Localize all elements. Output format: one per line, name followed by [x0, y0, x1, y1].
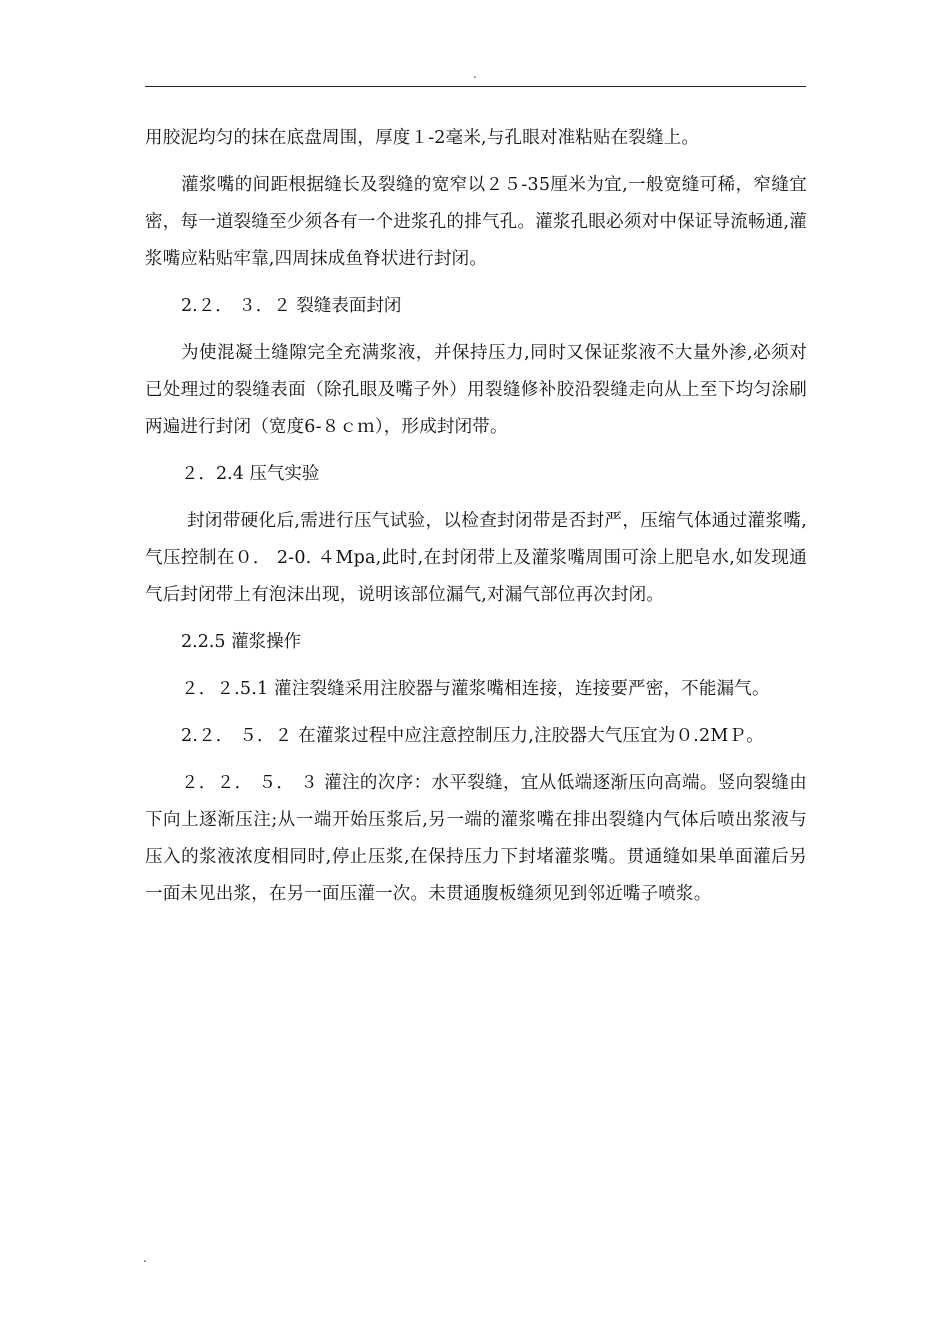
spacer — [145, 708, 807, 718]
footer-mark: . — [143, 1251, 147, 1265]
spacer — [145, 661, 807, 671]
section-heading-grouting: 2.2.5 灌浆操作 — [181, 632, 302, 652]
spacer — [145, 755, 807, 765]
paragraph-surface-seal: 为使混凝土缝隙完全充满浆液，并保持压力,同时又保证浆液不大量外渗,必须对已处理过的裂缝表面（除孔眼及嘴子外）用裂缝修补胶沿裂缝走向从上至下均匀涂刷两遍进行封闭（宽度6-８ｃｍ），形成封闭带。 — [145, 343, 807, 437]
spacer — [145, 278, 807, 288]
spacer — [145, 446, 807, 456]
spacer — [145, 325, 807, 335]
spacer — [145, 614, 807, 624]
spacer — [145, 157, 807, 167]
document-body — [145, 120, 807, 913]
header-mark: . — [473, 67, 477, 81]
page-header — [145, 66, 806, 87]
paragraph-grouting-pressure: 2.２． ５．２ 在灌浆过程中应注意控制压力,注胶器大气压宜为０.2MＰ。 — [181, 726, 764, 746]
paragraph-grouting-connection: ２．２.5.1 灌注裂缝采用注胶器与灌浆嘴相连接，连接要严密，不能漏气。 — [181, 679, 770, 699]
paragraph-grouting-order: ２．２． ５． ３ 灌注的次序：水平裂缝，宜从低端逐渐压向高端。竖向裂缝由下向上逐渐压注;从一端开始压浆后,另一端的灌浆嘴在排出裂缝内气体后喷出浆液与压入的浆液浓度相同时,停止压浆,在保持压力下封堵灌浆嘴。贯通缝如果单面灌后另一面未见出浆，在另一面压灌一次。未贯通腹板缝须见到邻近嘴子喷浆。 — [145, 773, 807, 904]
section-heading-surface-seal: 2.２． ３．２ 裂缝表面封闭 — [181, 296, 402, 316]
paragraph-grout-base: 用胶泥均匀的抹在底盘周围，厚度１-2毫米,与孔眼对准粘贴在裂缝上。 — [145, 128, 700, 148]
paragraph-pressure-test: 封闭带硬化后,需进行压气试验，以检查封闭带是否封严，压缩气体通过灌浆嘴,气压控制在０． 2-0. ４Mpa,此时,在封闭带上及灌浆嘴周围可涂上肥皂水,如发现通气后封闭带上有泡沫出现，说明该部位漏气,对漏气部位再次封闭。 — [145, 511, 807, 605]
section-heading-pressure-test: ２．2.4 压气实验 — [181, 464, 320, 484]
spacer — [145, 493, 807, 503]
paragraph-nozzle-spacing: 灌浆嘴的间距根据缝长及裂缝的宽窄以２５-35厘米为宜,一般宽缝可稀，窄缝宜密，每一道裂缝至少须各有一个进浆孔的排气孔。灌浆孔眼必须对中保证导流畅通,灌浆嘴应粘贴牢靠,四周抹成鱼脊状进行封闭。 — [145, 175, 807, 269]
